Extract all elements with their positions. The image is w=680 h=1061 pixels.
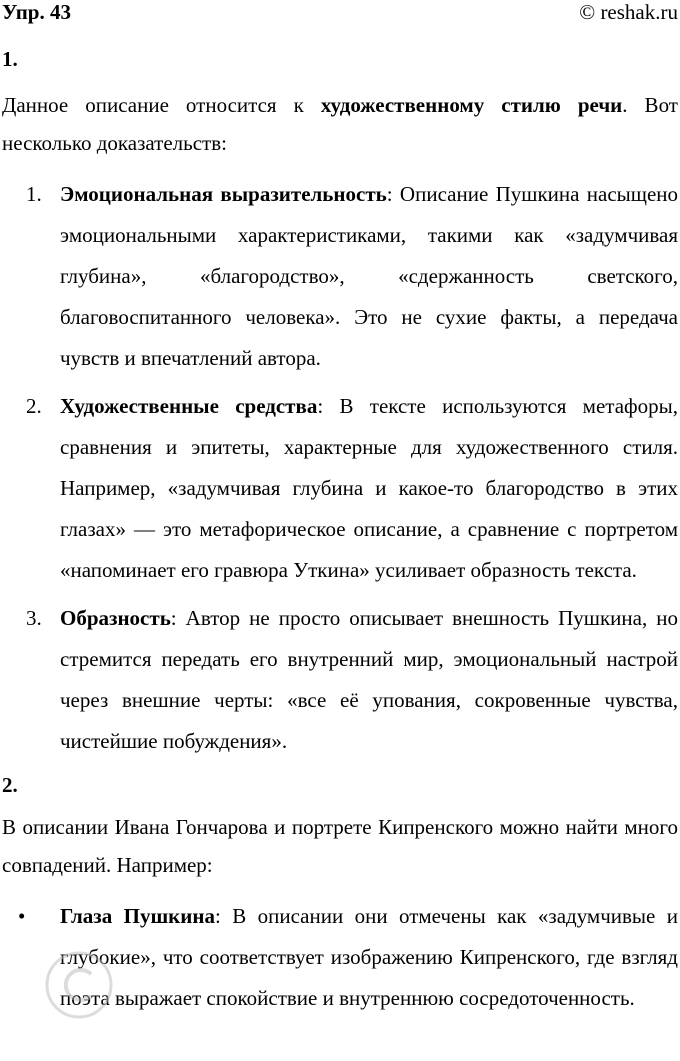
item-text: : В тексте используются метафоры, сравнения и эпитеты, характерные для художественного стиля. Например, «задумчивая глубина и какое-то благородство в этих глазах» — это метафорическое описание, а сравнение с портретом «напоминает его гравюра Уткина» усиливает образность текста. xyxy=(60,394,678,582)
item-text: : Описание Пушкина насыщено эмоциональными характеристиками, такими как «задумчивая глубина», «благородство», «сдержанность светского, благовоспитанного человека». Это не сухие факты, а передача чувств и впечатлений автора. xyxy=(60,182,678,370)
item-number: 3. xyxy=(26,606,42,630)
item-title: Эмоциональная выразительность xyxy=(60,182,387,206)
intro-text: Данное описание относится к xyxy=(2,93,321,117)
item-title: Глаза Пушкина xyxy=(60,904,215,928)
item-title: Художественные средства xyxy=(60,394,318,418)
bullet-item xyxy=(18,896,679,1019)
page-header xyxy=(0,0,680,26)
section-1-intro xyxy=(2,86,678,162)
item-number: 1. xyxy=(26,182,42,206)
intro-bold: художественному стилю речи xyxy=(320,93,623,117)
list-item xyxy=(26,174,678,379)
section-2-intro: В описании Ивана Гончарова и портрете Кипренского можно найти много совпадений. Например: xyxy=(2,815,678,877)
bullet-icon: • xyxy=(18,904,26,928)
item-title: Образность xyxy=(60,606,171,630)
section-1-number: 1. xyxy=(2,47,18,71)
site-credit: © reshak.ru xyxy=(579,0,678,24)
item-text: : В описании они отмечены как «задумчивые и глубокие», что соответствует изображению Кипренского, где взгляд поэта выражает спокойствие и внутреннюю сосредоточенность. xyxy=(60,904,679,1010)
section-2-number: 2. xyxy=(2,773,18,797)
item-text: : Автор не просто описывает внешность Пушкина, но стремится передать его внутренний мир, эмоциональный настрой через внешние черты: «все её упования, сокровенные чувства, чистейшие побуждения». xyxy=(60,606,678,753)
list-item xyxy=(26,598,678,762)
intro-text-end: . Вот несколько доказательств: xyxy=(2,93,678,155)
item-number: 2. xyxy=(26,394,42,418)
exercise-title: Упр. 43 xyxy=(2,0,71,24)
list-item xyxy=(26,386,678,591)
